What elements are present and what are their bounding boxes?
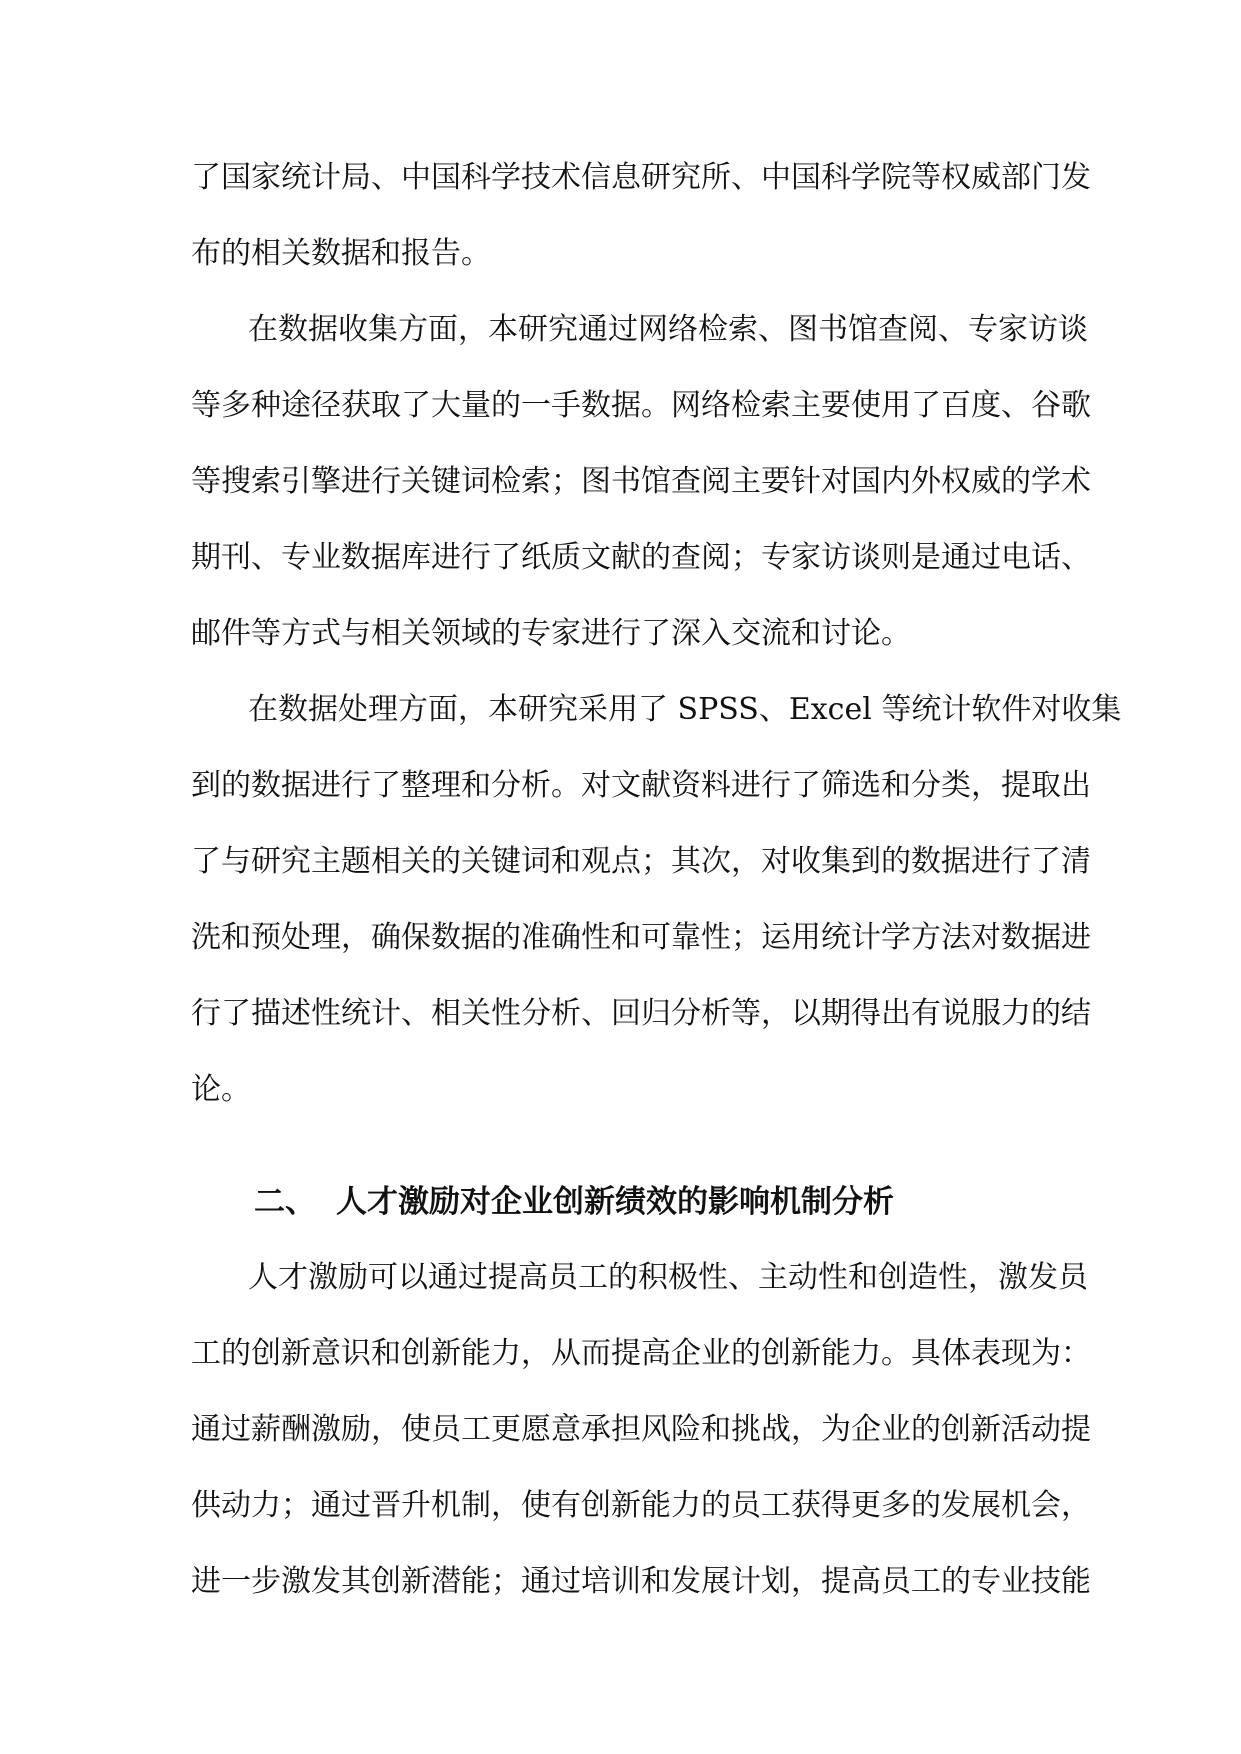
- text-line: 到的数据进行了整理和分析。对文献资料进行了筛选和分类，提取出: [191, 768, 1091, 803]
- text-line: 了与研究主题相关的关键词和观点；其次，对收集到的数据进行了清: [191, 844, 1091, 879]
- text-line: 等搜索引擎进行关键词检索；图书馆查阅主要针对国内外权威的学术: [191, 464, 1091, 499]
- paragraph-mechanism: [191, 1240, 1091, 1620]
- text-line: 行了描述性统计、相关性分析、回归分析等，以期得出有说服力的结: [191, 996, 1091, 1031]
- section-number: 二、: [254, 1184, 316, 1220]
- text-line: 进一步激发其创新潜能；通过培训和发展计划，提高员工的专业技能: [191, 1564, 1091, 1599]
- text-line: 了国家统计局、中国科学技术信息研究所、中国科学院等权威部门发: [191, 160, 1091, 195]
- text-line: 供动力；通过晋升机制，使有创新能力的员工获得更多的发展机会，: [191, 1488, 1091, 1523]
- text-line: 布的相关数据和报告。: [191, 236, 491, 271]
- paragraph-data-collection: [191, 292, 1091, 672]
- text-line: 洗和预处理，确保数据的准确性和可靠性；运用统计学方法对数据进: [191, 920, 1091, 955]
- text-line: 在数据处理方面，本研究采用了 SPSS、Excel 等统计软件对收集: [248, 692, 1122, 727]
- section-title: 人才激励对企业创新绩效的影响机制分析: [336, 1184, 894, 1220]
- text-line: 在数据收集方面，本研究通过网络检索、图书馆查阅、专家访谈: [248, 312, 1088, 347]
- paragraph-data-processing: [191, 672, 1122, 1128]
- text-line: 期刊、专业数据库进行了纸质文献的查阅；专家访谈则是通过电话、: [191, 540, 1091, 575]
- section-heading: [191, 1164, 1053, 1240]
- text-line: 论。: [191, 1072, 251, 1107]
- text-line: 工的创新意识和创新能力，从而提高企业的创新能力。具体表现为：: [191, 1336, 1091, 1371]
- text-line: 人才激励可以通过提高员工的积极性、主动性和创造性，激发员: [248, 1260, 1088, 1295]
- text-line: 通过薪酬激励，使员工更愿意承担风险和挑战，为企业的创新活动提: [191, 1412, 1091, 1447]
- paragraph-data-sources: [191, 140, 1091, 292]
- document-body: [191, 140, 1122, 1620]
- text-line: 等多种途径获取了大量的一手数据。网络检索主要使用了百度、谷歌: [191, 388, 1091, 423]
- text-line: 邮件等方式与相关领域的专家进行了深入交流和讨论。: [191, 616, 911, 651]
